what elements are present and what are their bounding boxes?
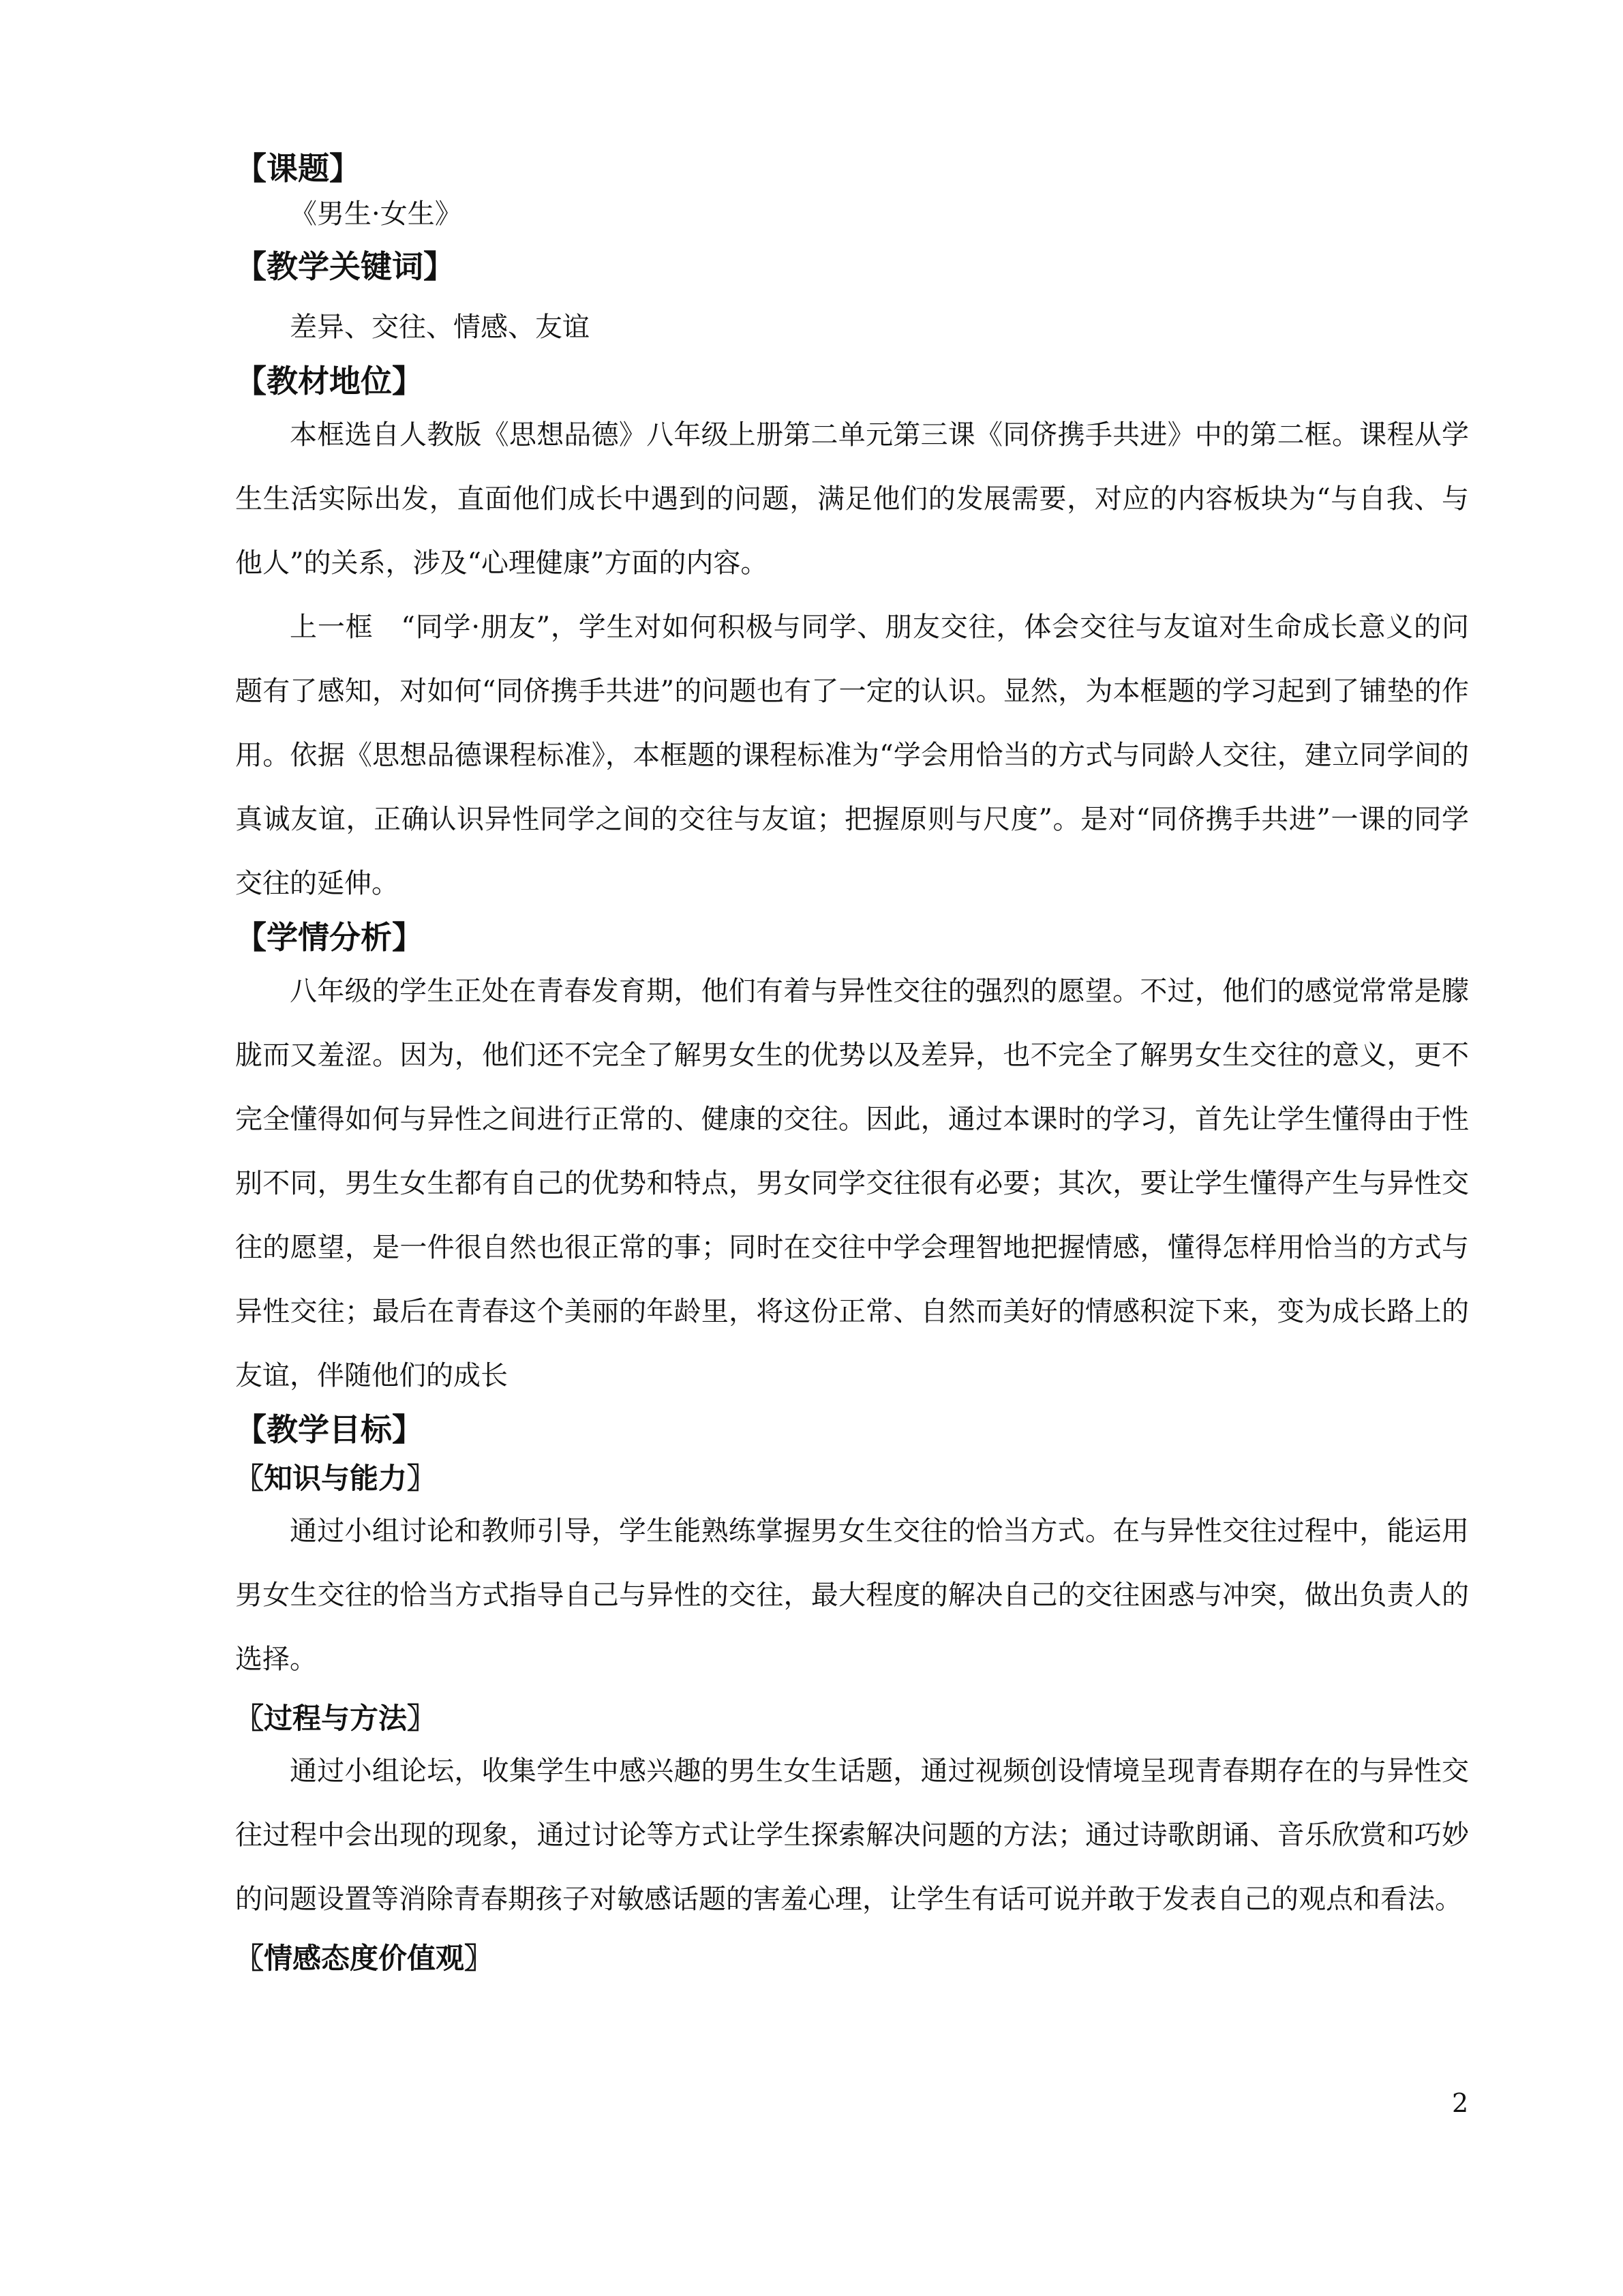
process-heading: 〖过程与方法〗 (235, 1702, 436, 1735)
position-paragraph-1: 本框选自人教版《思想品德》八年级上册第二单元第三课《同侪携手共进》中的第二框。课程从学生生活实际出发，直面他们成长中遇到的问题，满足他们的发展需要，对应的内容板块为“与自我、与他人”的关系，涉及“心理健康”方面的内容。 (235, 419, 1469, 579)
emotion-heading: 〖情感态度价值观〗 (235, 1942, 494, 1975)
document-page (235, 147, 1469, 1979)
process-paragraph: 通过小组论坛，收集学生中感兴趣的男生女生话题，通过视频创设情境呈现青春期存在的与异性交往过程中会出现的现象，通过讨论等方式让学生探索解决问题的方法；通过诗歌朗诵、音乐欣赏和巧妙的问题设置等消除青春期孩子对敏感话题的害羞心理，让学生有话可说并敢于发表自己的观点和看法。 (235, 1755, 1469, 1915)
topic-text: 《男生·女生》 (290, 198, 462, 230)
position-paragraph-2: 上一框 “同学·朋友”，学生对如何积极与同学、朋友交往，体会交往与友谊对生命成长意义的问题有了感知，对如何“同侪携手共进”的问题也有了一定的认识。显然，为本框题的学习起到了铺垫的作用。依据《思想品德课程标准》，本框题的课程标准为“学会用恰当的方式与同龄人交往，建立同学间的真诚友谊，正确认识异性同学之间的交往与友谊；把握原则与尺度”。是对“同侪携手共进”一课的同学交往的延伸。 (235, 611, 1469, 899)
page-number: 2 (1452, 2088, 1469, 2118)
position-heading: 【教材地位】 (235, 363, 423, 399)
keywords-text: 差异、交往、情感、友谊 (290, 312, 590, 343)
keywords-heading: 【教学关键词】 (235, 248, 455, 285)
knowledge-heading: 〖知识与能力〗 (235, 1462, 436, 1495)
knowledge-paragraph: 通过小组讨论和教师引导，学生能熟练掌握男女生交往的恰当方式。在与异性交往过程中，能运用男女生交往的恰当方式指导自己与异性的交往，最大程度的解决自己的交往困惑与冲突，做出负责人的选择。 (235, 1515, 1469, 1675)
goals-heading: 【教学目标】 (235, 1411, 423, 1448)
topic-heading: 【课题】 (235, 150, 361, 187)
analysis-paragraph: 八年级的学生正处在青春发育期，他们有着与异性交往的强烈的愿望。不过，他们的感觉常常是朦胧而又羞涩。因为，他们还不完全了解男女生的优势以及差异，也不完全了解男女生交往的意义，更不完全懂得如何与异性之间进行正常的、健康的交往。因此，通过本课时的学习，首先让学生懂得由于性别不同，男生女生都有自己的优势和特点，男女同学交往很有必要；其次，要让学生懂得产生与异性交往的愿望，是一件很自然也很正常的事；同时在交往中学会理智地把握情感，懂得怎样用恰当的方式与异性交往；最后在青春这个美丽的年龄里，将这份正常、自然而美好的情感积淀下来，变为成长路上的友谊，伴随他们的成长 (235, 976, 1469, 1391)
analysis-heading: 【学情分析】 (235, 919, 423, 956)
